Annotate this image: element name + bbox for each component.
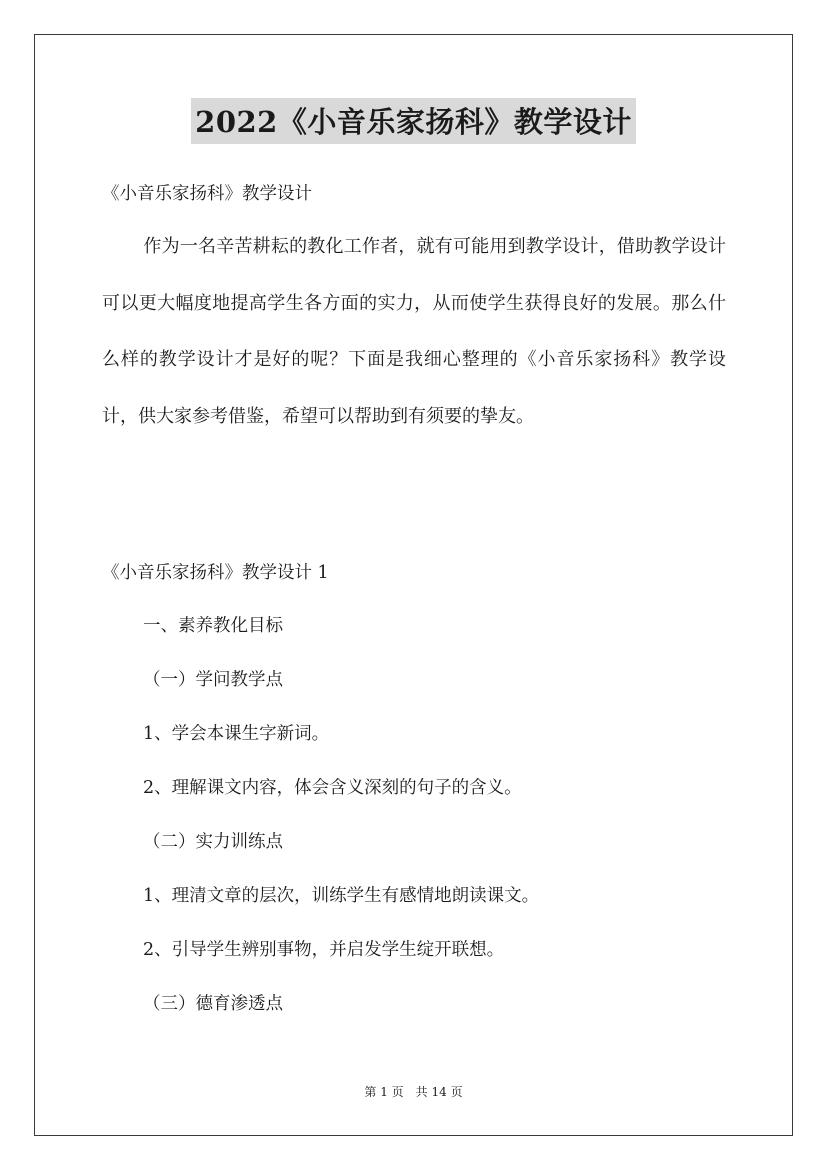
intro-paragraph: 作为一名辛苦耕耘的教化工作者，就有可能用到教学设计，借助教学设计可以更大幅度地提高学生各方面的实力，从而使学生获得良好的发展。那么什么样的教学设计才是好的呢？下面是我细心整理的《小音乐家扬科》教学设计，供大家参考借鉴，希望可以帮助到有须要的挚友。 [102,236,726,427]
document-title-wrap [0,98,827,144]
page-number: 第 1 页 共 14 页 [364,1085,463,1099]
subheading-ability: （二）实力训练点 [143,832,283,852]
heading-goals: 一、素养教化目标 [143,616,283,636]
section-title: 《小音乐家扬科》教学设计 1 [102,563,329,583]
list-item: 1、学会本课生字新词。 [143,724,330,744]
subheading-moral: （三）德育渗透点 [143,994,283,1014]
subheading-knowledge: （一）学问教学点 [143,670,283,690]
list-item: 2、引导学生辨别事物，并启发学生绽开联想。 [143,940,505,960]
document-title: 2022《小音乐家扬科》教学设计 [191,98,636,144]
list-item: 2、理解课文内容，体会含义深刻的句子的含义。 [143,778,522,798]
document-subtitle: 《小音乐家扬科》教学设计 [102,184,312,204]
list-item: 1、理清文章的层次，训练学生有感情地朗读课文。 [143,886,540,906]
